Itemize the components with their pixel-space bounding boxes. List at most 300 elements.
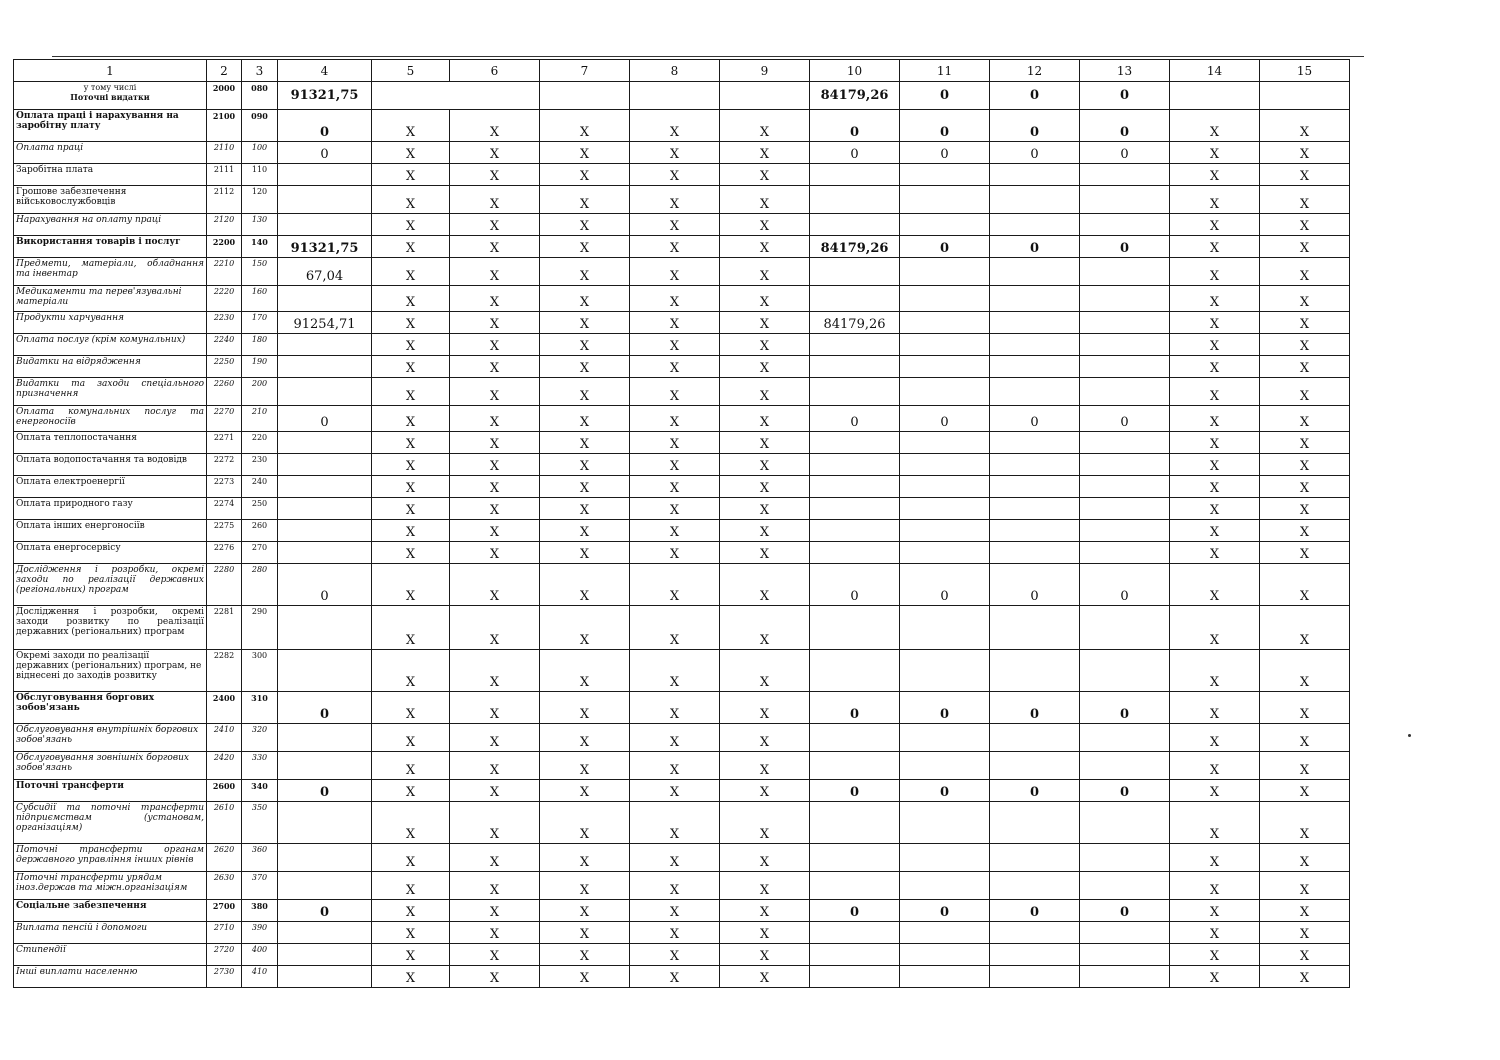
cell-col-14: X: [1170, 542, 1260, 564]
cell-col-10: [810, 944, 900, 966]
table-row: [14, 356, 1350, 378]
cell-col-9: X: [720, 650, 810, 692]
kekv-code: 2100: [207, 110, 242, 142]
cell-col-10: [810, 802, 900, 844]
cell-col-6: X: [450, 752, 540, 780]
cell-col-11: [900, 286, 990, 312]
table-row: [14, 944, 1350, 966]
cell-col-10: 0: [810, 564, 900, 606]
cell-col-4: [278, 186, 372, 214]
cell-col-7: X: [540, 900, 630, 922]
cell-col-9: X: [720, 872, 810, 900]
cell-col-10: 0: [810, 110, 900, 142]
cell-col-12: [990, 542, 1080, 564]
cell-col-10: 84179,26: [810, 312, 900, 334]
cell-col-7: X: [540, 142, 630, 164]
cell-col-14: X: [1170, 844, 1260, 872]
cell-col-7: X: [540, 966, 630, 988]
cell-col-12: 0: [990, 110, 1080, 142]
line-code: 320: [242, 724, 278, 752]
header-cell-10: 10: [810, 60, 900, 82]
kekv-code: 2210: [207, 258, 242, 286]
cell-col-14: X: [1170, 406, 1260, 432]
cell-col-8: X: [630, 286, 720, 312]
row-label: Видатки на відрядження: [14, 356, 207, 378]
cell-col-6: X: [450, 164, 540, 186]
cell-col-11: [900, 186, 990, 214]
cell-col-4: [278, 650, 372, 692]
kekv-code: 2230: [207, 312, 242, 334]
row-label: Нарахування на оплату праці: [14, 214, 207, 236]
row-label: Дослідження і розробки, окремі заходи розвитку по реалізації державних (регіональних) програм: [14, 606, 207, 650]
cell-col-8: [630, 82, 720, 110]
cell-col-14: X: [1170, 922, 1260, 944]
cell-col-5: X: [372, 650, 450, 692]
line-code: 140: [242, 236, 278, 258]
table-row: [14, 82, 1350, 110]
cell-col-12: 0: [990, 564, 1080, 606]
cell-col-12: [990, 454, 1080, 476]
cell-col-14: X: [1170, 258, 1260, 286]
cell-col-12: [990, 356, 1080, 378]
cell-col-14: X: [1170, 650, 1260, 692]
cell-col-15: X: [1260, 944, 1350, 966]
cell-col-8: X: [630, 258, 720, 286]
cell-col-4: [278, 606, 372, 650]
table-row: [14, 164, 1350, 186]
row-label: Заробітна плата: [14, 164, 207, 186]
table-row: [14, 520, 1350, 542]
cell-col-12: [990, 922, 1080, 944]
table-row: [14, 564, 1350, 606]
cell-col-12: [990, 378, 1080, 406]
cell-col-5: X: [372, 454, 450, 476]
table-row: [14, 186, 1350, 214]
cell-col-4: [278, 966, 372, 988]
cell-col-4: 67,04: [278, 258, 372, 286]
cell-col-9: X: [720, 378, 810, 406]
kekv-code: 2710: [207, 922, 242, 944]
line-code: 180: [242, 334, 278, 356]
line-code: 190: [242, 356, 278, 378]
cell-col-15: X: [1260, 312, 1350, 334]
row-label: Дослідження і розробки, окремі заходи по реалізації державних (регіональних) програм: [14, 564, 207, 606]
line-code: 080: [242, 82, 278, 110]
cell-col-10: 0: [810, 692, 900, 724]
table-row: [14, 606, 1350, 650]
cell-col-7: X: [540, 356, 630, 378]
cell-col-10: [810, 844, 900, 872]
cell-col-9: X: [720, 476, 810, 498]
table-row: [14, 650, 1350, 692]
cell-col-12: 0: [990, 692, 1080, 724]
cell-col-5: X: [372, 520, 450, 542]
cell-col-12: [990, 966, 1080, 988]
cell-col-4: 0: [278, 142, 372, 164]
cell-col-4: [278, 944, 372, 966]
cell-col-11: [900, 872, 990, 900]
row-label: Грошове забезпечення військовослужбовців: [14, 186, 207, 214]
cell-col-11: [900, 802, 990, 844]
cell-col-6: X: [450, 692, 540, 724]
cell-col-5: X: [372, 900, 450, 922]
cell-col-10: [810, 454, 900, 476]
cell-col-10: [810, 606, 900, 650]
cell-col-11: [900, 922, 990, 944]
row-label: Окремі заходи по реалізації державних (регіональних) програм, не віднесені до заходів розвитку: [14, 650, 207, 692]
kekv-code: 2280: [207, 564, 242, 606]
column-number-row: [14, 60, 1350, 82]
row-label: Стипендії: [14, 944, 207, 966]
cell-col-13: [1080, 312, 1170, 334]
cell-col-6: X: [450, 258, 540, 286]
line-code: 170: [242, 312, 278, 334]
cell-col-9: [720, 82, 810, 110]
cell-col-8: X: [630, 476, 720, 498]
cell-col-8: X: [630, 432, 720, 454]
cell-col-11: [900, 724, 990, 752]
cell-col-4: [278, 476, 372, 498]
cell-col-15: X: [1260, 454, 1350, 476]
cell-col-12: 0: [990, 236, 1080, 258]
row-label: Оплата праці і нарахування на заробітну плату: [14, 110, 207, 142]
cell-col-5: X: [372, 378, 450, 406]
cell-col-12: [990, 258, 1080, 286]
cell-col-12: [990, 752, 1080, 780]
kekv-code: 2240: [207, 334, 242, 356]
cell-col-13: [1080, 922, 1170, 944]
row-label: Обслуговування боргових зобов'язань: [14, 692, 207, 724]
cell-col-15: X: [1260, 724, 1350, 752]
cell-col-5: X: [372, 724, 450, 752]
cell-col-8: X: [630, 692, 720, 724]
cell-col-9: X: [720, 606, 810, 650]
cell-col-6: X: [450, 564, 540, 606]
kekv-code: 2270: [207, 406, 242, 432]
cell-col-7: X: [540, 606, 630, 650]
cell-col-7: X: [540, 542, 630, 564]
cell-col-11: [900, 844, 990, 872]
cell-col-11: 0: [900, 82, 990, 110]
cell-col-4: 0: [278, 406, 372, 432]
table-body: [14, 60, 1350, 988]
budget-expenditure-table: [13, 59, 1350, 988]
cell-col-10: [810, 476, 900, 498]
cell-col-15: X: [1260, 900, 1350, 922]
cell-col-8: X: [630, 236, 720, 258]
cell-col-6: X: [450, 802, 540, 844]
scan-speck: [1408, 734, 1411, 737]
table-row: [14, 844, 1350, 872]
cell-col-15: X: [1260, 142, 1350, 164]
cell-col-11: [900, 752, 990, 780]
cell-col-14: X: [1170, 214, 1260, 236]
kekv-code: 2700: [207, 900, 242, 922]
cell-col-6: X: [450, 844, 540, 872]
header-cell-9: 9: [720, 60, 810, 82]
cell-col-4: [278, 872, 372, 900]
cell-col-9: X: [720, 966, 810, 988]
cell-col-15: X: [1260, 542, 1350, 564]
cell-col-8: X: [630, 498, 720, 520]
cell-col-12: [990, 872, 1080, 900]
cell-col-7: X: [540, 110, 630, 142]
cell-col-13: [1080, 724, 1170, 752]
line-code: 300: [242, 650, 278, 692]
cell-col-13: [1080, 186, 1170, 214]
cell-col-9: X: [720, 312, 810, 334]
cell-col-15: X: [1260, 432, 1350, 454]
cell-col-8: X: [630, 780, 720, 802]
cell-col-10: [810, 286, 900, 312]
table-row: [14, 780, 1350, 802]
row-label: Обслуговування внутрішніх боргових зобов'язань: [14, 724, 207, 752]
cell-col-12: [990, 214, 1080, 236]
line-code: 200: [242, 378, 278, 406]
cell-col-15: X: [1260, 802, 1350, 844]
table-row: [14, 752, 1350, 780]
cell-col-11: 0: [900, 110, 990, 142]
cell-col-12: [990, 498, 1080, 520]
cell-col-4: 91321,75: [278, 236, 372, 258]
cell-col-11: 0: [900, 900, 990, 922]
cell-col-12: [990, 844, 1080, 872]
cell-col-13: [1080, 334, 1170, 356]
cell-col-9: X: [720, 258, 810, 286]
cell-col-8: X: [630, 142, 720, 164]
row-label: Субсидії та поточні трансферти підприємствам (установам, організаціям): [14, 802, 207, 844]
cell-col-4: [278, 724, 372, 752]
cell-col-13: 0: [1080, 780, 1170, 802]
table-row: [14, 692, 1350, 724]
cell-col-14: X: [1170, 724, 1260, 752]
cell-col-14: X: [1170, 944, 1260, 966]
cell-col-12: 0: [990, 780, 1080, 802]
cell-col-7: X: [540, 498, 630, 520]
cell-col-8: X: [630, 110, 720, 142]
cell-col-5: X: [372, 236, 450, 258]
cell-col-11: 0: [900, 564, 990, 606]
table-row: [14, 236, 1350, 258]
line-code: 310: [242, 692, 278, 724]
row-label: Оплата природного газу: [14, 498, 207, 520]
kekv-code: 2111: [207, 164, 242, 186]
cell-col-6: X: [450, 214, 540, 236]
cell-col-14: X: [1170, 432, 1260, 454]
cell-col-10: 0: [810, 142, 900, 164]
cell-col-4: 0: [278, 692, 372, 724]
line-code: 120: [242, 186, 278, 214]
row-label: Виплата пенсій і допомоги: [14, 922, 207, 944]
cell-col-6: X: [450, 606, 540, 650]
line-code: 390: [242, 922, 278, 944]
cell-col-6: X: [450, 378, 540, 406]
row-label: Видатки та заходи спеціального призначення: [14, 378, 207, 406]
cell-col-5: X: [372, 214, 450, 236]
cell-col-14: [1170, 82, 1260, 110]
cell-col-8: X: [630, 312, 720, 334]
cell-col-10: [810, 520, 900, 542]
cell-col-14: X: [1170, 752, 1260, 780]
line-code: 270: [242, 542, 278, 564]
cell-col-4: [278, 802, 372, 844]
cell-col-13: [1080, 476, 1170, 498]
cell-col-8: X: [630, 356, 720, 378]
cell-col-10: [810, 966, 900, 988]
table-row: [14, 498, 1350, 520]
cell-col-5: X: [372, 286, 450, 312]
cell-col-6: [450, 82, 540, 110]
kekv-code: 2400: [207, 692, 242, 724]
cell-col-12: [990, 802, 1080, 844]
cell-col-5: X: [372, 802, 450, 844]
cell-col-12: [990, 944, 1080, 966]
cell-col-8: X: [630, 164, 720, 186]
kekv-code: 2281: [207, 606, 242, 650]
cell-col-4: [278, 214, 372, 236]
cell-col-13: [1080, 520, 1170, 542]
header-cell-13: 13: [1080, 60, 1170, 82]
cell-col-13: [1080, 944, 1170, 966]
cell-col-15: X: [1260, 922, 1350, 944]
cell-col-6: X: [450, 236, 540, 258]
header-cell-4: 4: [278, 60, 372, 82]
cell-col-14: X: [1170, 378, 1260, 406]
table-row: [14, 724, 1350, 752]
cell-col-12: [990, 606, 1080, 650]
table-row: [14, 454, 1350, 476]
cell-col-6: X: [450, 542, 540, 564]
cell-col-12: [990, 650, 1080, 692]
cell-col-15: X: [1260, 164, 1350, 186]
cell-col-9: X: [720, 454, 810, 476]
line-code: 090: [242, 110, 278, 142]
table-row: [14, 258, 1350, 286]
cell-col-7: X: [540, 564, 630, 606]
row-label: Використання товарів і послуг: [14, 236, 207, 258]
cell-col-13: [1080, 872, 1170, 900]
cell-col-15: X: [1260, 564, 1350, 606]
row-label: Оплата водопостачання та водовідв: [14, 454, 207, 476]
cell-col-14: X: [1170, 286, 1260, 312]
table-row: [14, 922, 1350, 944]
cell-col-7: X: [540, 944, 630, 966]
cell-col-14: X: [1170, 498, 1260, 520]
cell-col-4: [278, 432, 372, 454]
cell-col-15: X: [1260, 606, 1350, 650]
cell-col-10: 0: [810, 900, 900, 922]
line-code: 370: [242, 872, 278, 900]
cell-col-13: [1080, 752, 1170, 780]
cell-col-6: X: [450, 356, 540, 378]
cell-col-12: [990, 476, 1080, 498]
header-cell-3: 3: [242, 60, 278, 82]
line-code: 150: [242, 258, 278, 286]
cell-col-8: X: [630, 802, 720, 844]
cell-col-4: [278, 498, 372, 520]
kekv-code: 2112: [207, 186, 242, 214]
cell-col-5: X: [372, 844, 450, 872]
table-row: [14, 802, 1350, 844]
cell-col-13: 0: [1080, 236, 1170, 258]
cell-col-15: X: [1260, 498, 1350, 520]
cell-col-12: [990, 186, 1080, 214]
cell-col-14: X: [1170, 780, 1260, 802]
cell-col-4: 91321,75: [278, 82, 372, 110]
header-cell-7: 7: [540, 60, 630, 82]
cell-col-5: X: [372, 356, 450, 378]
cell-col-13: [1080, 286, 1170, 312]
row-label: Оплата послуг (крім комунальних): [14, 334, 207, 356]
cell-col-4: [278, 922, 372, 944]
cell-col-8: X: [630, 564, 720, 606]
row-label: Оплата енергосервісу: [14, 542, 207, 564]
cell-col-10: [810, 378, 900, 406]
cell-col-9: X: [720, 142, 810, 164]
cell-col-12: [990, 164, 1080, 186]
cell-col-11: [900, 520, 990, 542]
cell-col-10: [810, 724, 900, 752]
table-row: [14, 378, 1350, 406]
cell-col-8: X: [630, 334, 720, 356]
cell-col-7: X: [540, 164, 630, 186]
line-code: 400: [242, 944, 278, 966]
cell-col-14: X: [1170, 334, 1260, 356]
cell-col-14: X: [1170, 454, 1260, 476]
cell-col-13: [1080, 498, 1170, 520]
cell-col-11: 0: [900, 142, 990, 164]
cell-col-12: 0: [990, 406, 1080, 432]
cell-col-13: [1080, 214, 1170, 236]
cell-col-9: X: [720, 692, 810, 724]
cell-col-13: 0: [1080, 110, 1170, 142]
cell-col-15: X: [1260, 356, 1350, 378]
cell-col-11: [900, 650, 990, 692]
cell-col-8: X: [630, 900, 720, 922]
cell-col-11: 0: [900, 692, 990, 724]
cell-col-5: X: [372, 542, 450, 564]
cell-col-15: X: [1260, 872, 1350, 900]
cell-col-14: X: [1170, 692, 1260, 724]
cell-col-4: [278, 454, 372, 476]
line-code: 100: [242, 142, 278, 164]
cell-col-7: X: [540, 802, 630, 844]
cell-col-6: X: [450, 900, 540, 922]
cell-col-7: X: [540, 286, 630, 312]
cell-col-8: X: [630, 214, 720, 236]
cell-col-10: 0: [810, 406, 900, 432]
cell-col-12: 0: [990, 82, 1080, 110]
cell-col-5: X: [372, 944, 450, 966]
cell-col-7: [540, 82, 630, 110]
cell-col-15: X: [1260, 406, 1350, 432]
cell-col-6: X: [450, 966, 540, 988]
row-label: Оплата інших енергоносіїв: [14, 520, 207, 542]
cell-col-10: [810, 542, 900, 564]
cell-col-6: X: [450, 650, 540, 692]
cell-col-14: X: [1170, 872, 1260, 900]
cell-col-6: X: [450, 454, 540, 476]
kekv-code: 2730: [207, 966, 242, 988]
cell-col-6: X: [450, 186, 540, 214]
cell-col-8: X: [630, 454, 720, 476]
cell-col-15: X: [1260, 752, 1350, 780]
cell-col-12: [990, 724, 1080, 752]
cell-col-4: 0: [278, 900, 372, 922]
cell-col-11: [900, 258, 990, 286]
cell-col-5: X: [372, 476, 450, 498]
cell-col-9: X: [720, 432, 810, 454]
